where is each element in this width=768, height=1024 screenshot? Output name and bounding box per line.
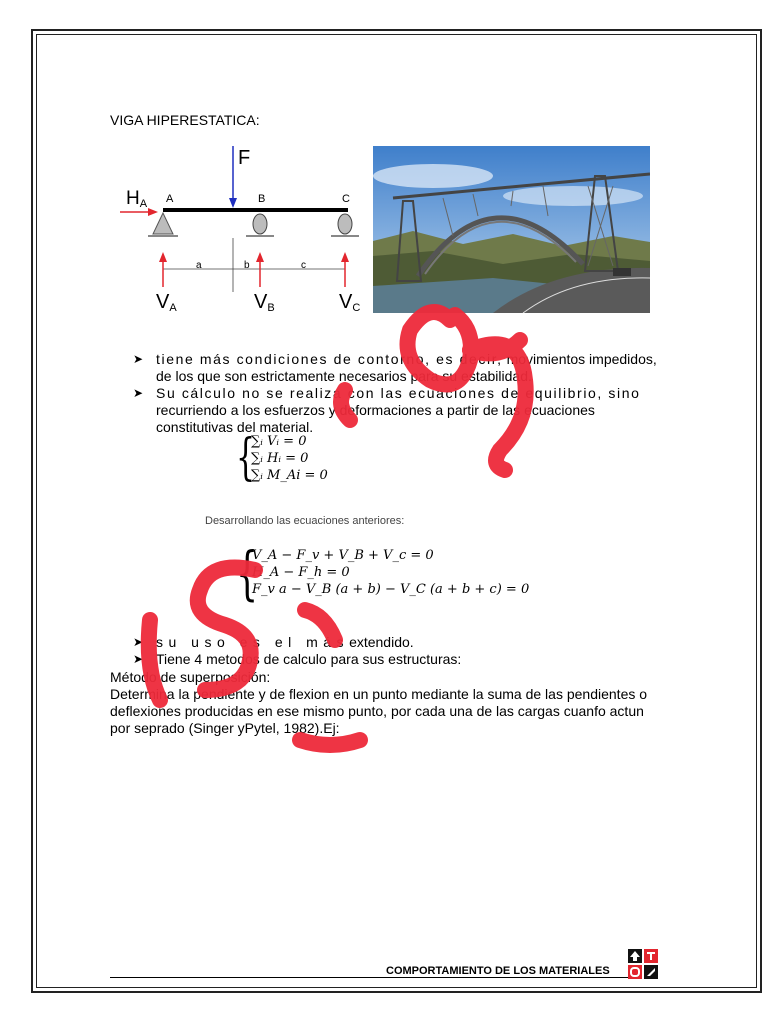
point-label-b: B	[258, 193, 266, 205]
list-item: ➤ Tiene 4 metodos de calculo para sus estructuras:	[133, 651, 462, 667]
bullet-arrow-icon: ➤	[133, 386, 144, 400]
equilibrium-equations: ∑ᵢ Vᵢ = 0 ∑ᵢ Hᵢ = 0 ∑ᵢ M_Ai = 0	[251, 434, 328, 483]
bridge-photo	[373, 146, 650, 313]
developing-caption: Desarrollando las ecuaciones anteriores:	[205, 515, 405, 527]
reaction-arrow-b	[256, 252, 264, 262]
roller-support-c	[338, 214, 352, 234]
ha-label: HA	[126, 188, 148, 210]
point-label-c: C	[342, 193, 350, 205]
developed-equations: V_A − F_v + V_B + V_c = 0 H_A − F_h = 0 F_v a − V_B (a + b) − V_C (a + b + c) = 0	[252, 548, 530, 597]
beam-diagram	[118, 142, 363, 317]
point-label-a: A	[166, 193, 174, 205]
bullet-arrow-icon: ➤	[133, 635, 144, 649]
method-paragraph: Determina la pendiente y de flexion en un punto mediante la suma de las pendientes o deflexiones producidas en ese mismo punto, por cada una de las cargas cuanfo actun por seprado (Singer yPytel, 1982).Ej:	[110, 686, 648, 736]
span-a: a	[196, 260, 202, 271]
span-c: c	[301, 260, 306, 271]
equation-brace: {	[236, 539, 259, 607]
list-item: ➤ tiene más condiciones de contorno, es decir, movimientos impedidos, de los que son estrictamente necesarios para su estabilidad.	[133, 351, 657, 384]
roller-support-b	[253, 214, 267, 234]
bullet-arrow-icon: ➤	[133, 652, 144, 666]
institution-logo	[627, 948, 659, 980]
property-list	[133, 351, 673, 436]
bullet-arrow-icon: ➤	[133, 352, 144, 366]
section-heading: VIGA HIPERESTATICA:	[110, 112, 260, 128]
reaction-label-a: VA	[156, 291, 177, 314]
method-title: Método de superposición:	[110, 669, 271, 685]
list-item: ➤ su uso es el másextendido.	[133, 634, 414, 650]
force-arrow-head	[229, 198, 237, 208]
footer-rule	[110, 977, 630, 978]
equation-brace: {	[236, 428, 256, 486]
pin-support	[153, 213, 173, 234]
force-label: F	[238, 147, 251, 169]
usage-list	[133, 634, 673, 668]
reaction-arrow-c	[341, 252, 349, 262]
footer-title: COMPORTAMIENTO DE LOS MATERIALES	[386, 965, 610, 977]
list-item: ➤ Su cálculo no se realiza con las ecuaciones de equilibrio, sino recurriendo a los esfuerzos y deformaciones a partir de las ecuaciones constitutivas del material.	[133, 385, 641, 435]
reaction-arrow-a	[159, 252, 167, 262]
ha-arrow-head	[148, 208, 158, 216]
reaction-label-b: VB	[254, 291, 275, 314]
span-b: b	[244, 260, 250, 271]
reaction-label-c: VC	[339, 291, 361, 314]
